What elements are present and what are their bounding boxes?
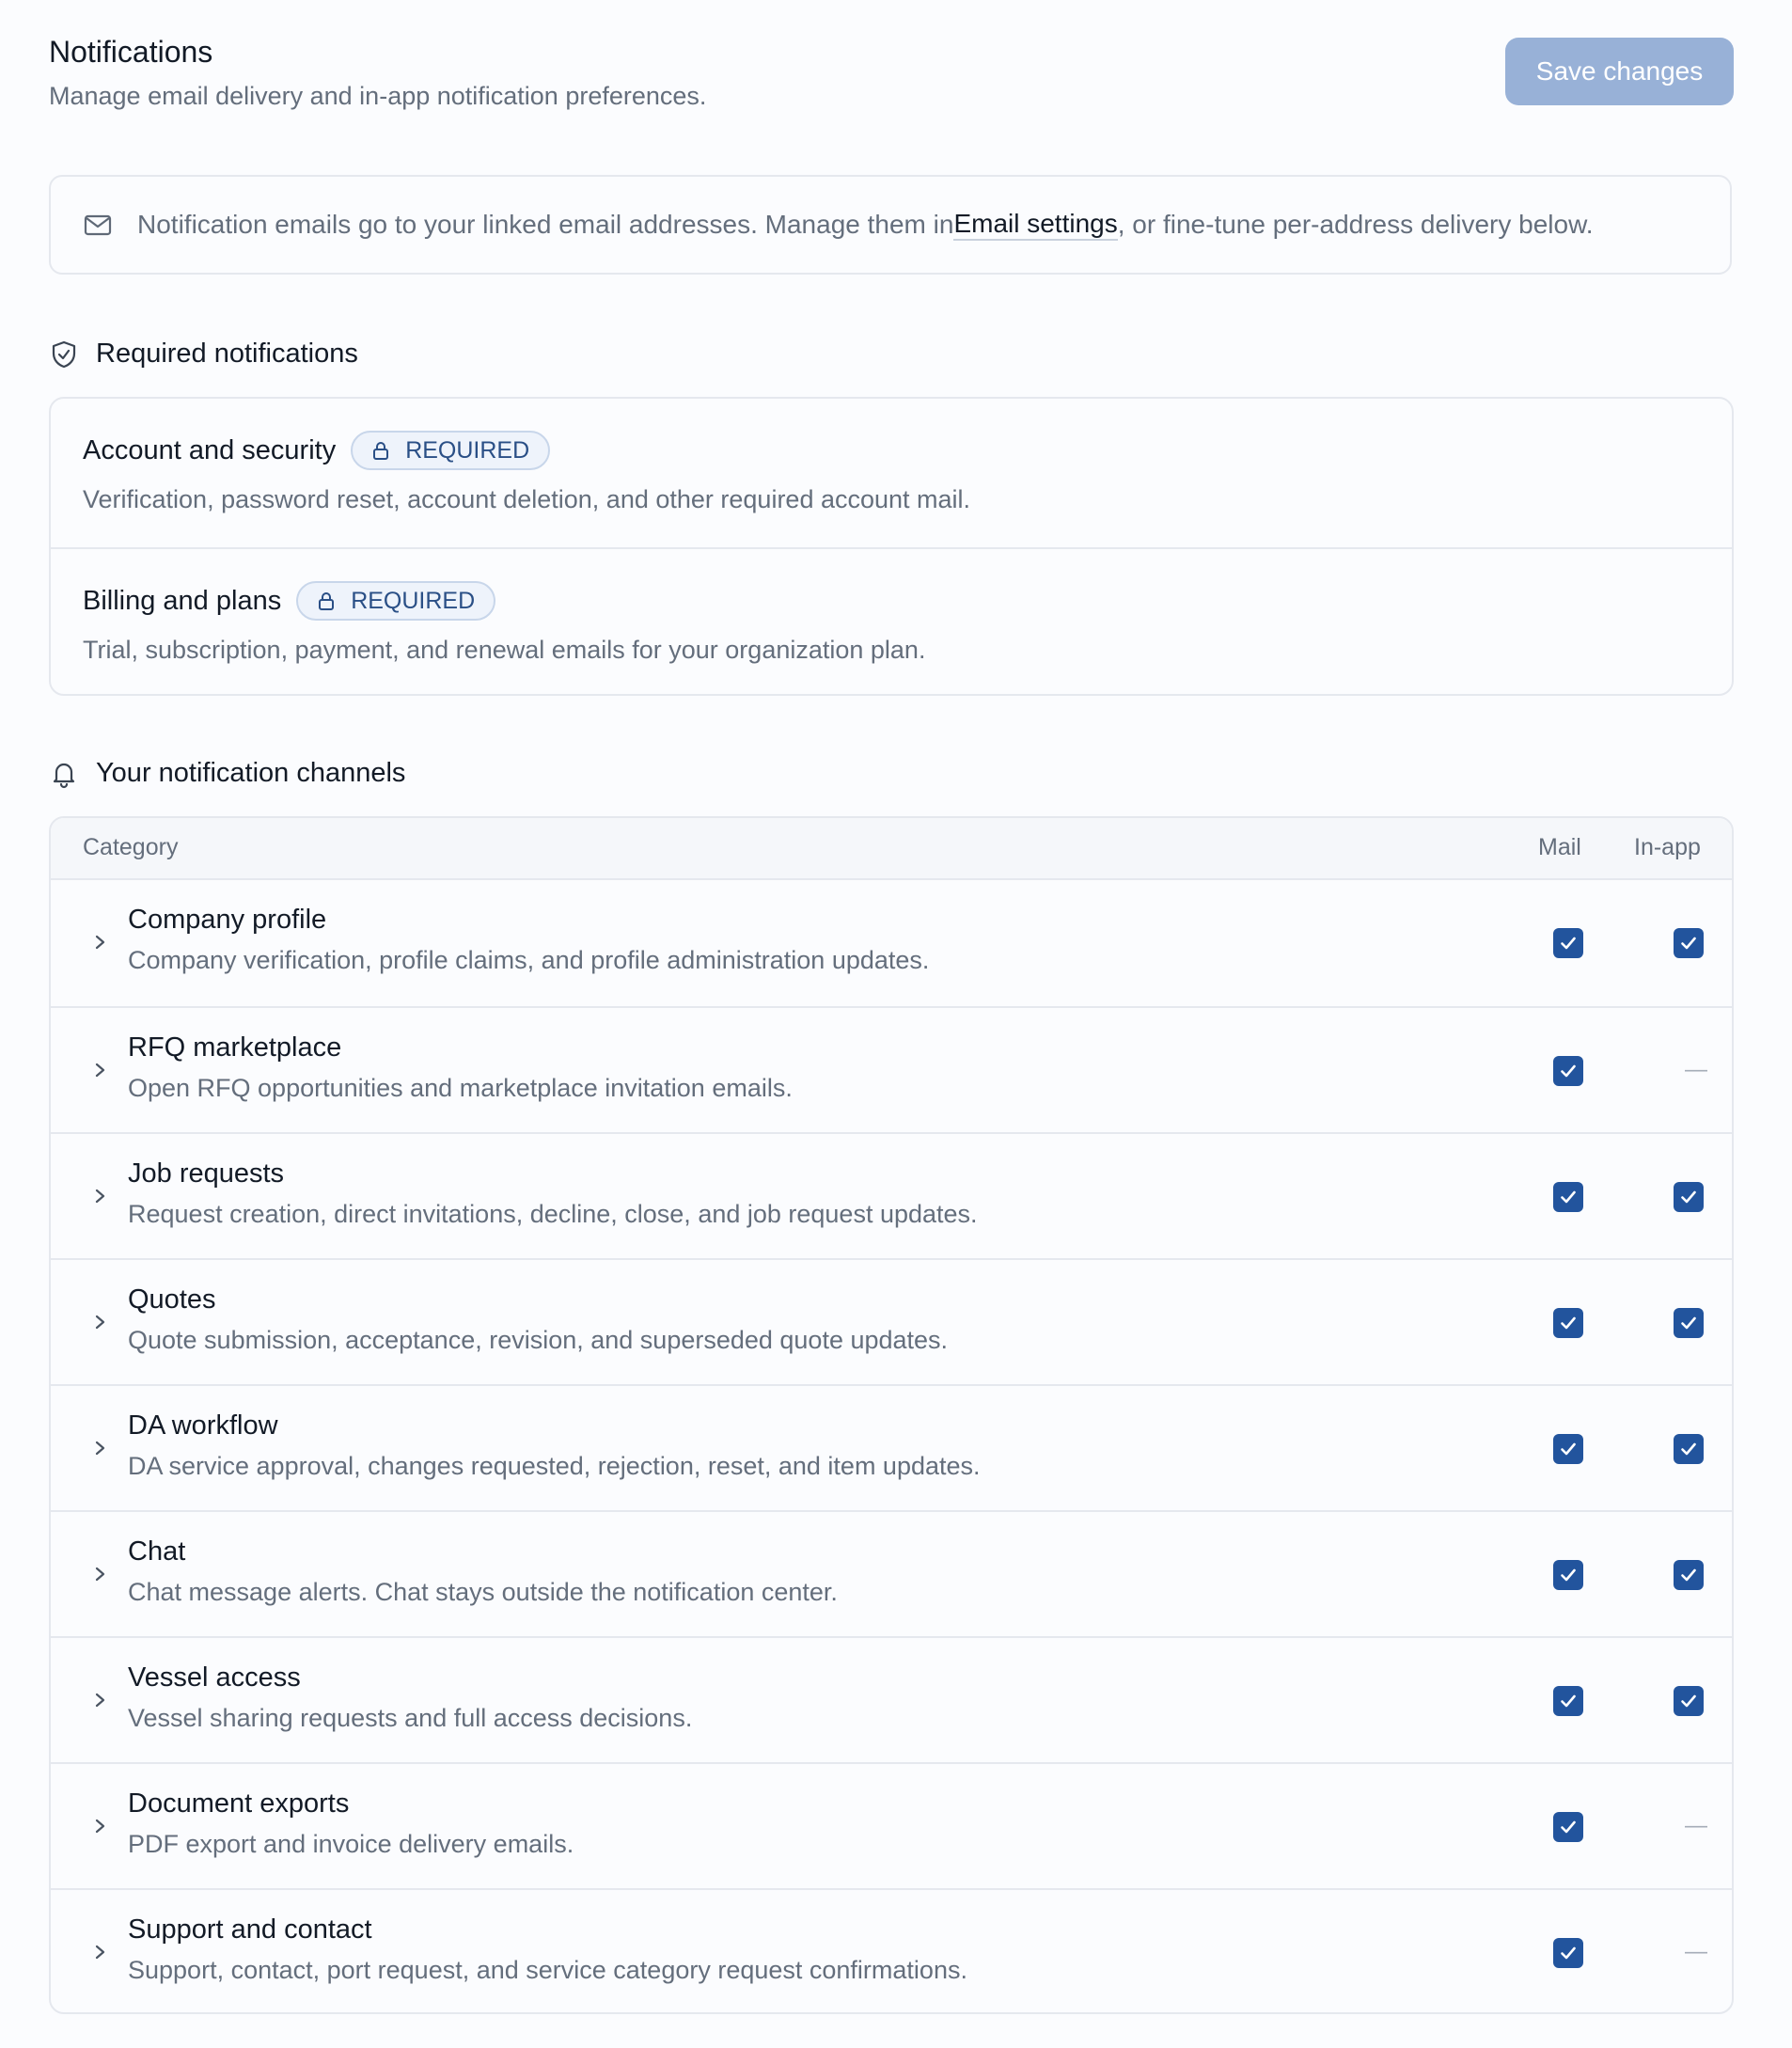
table-row <box>51 1636 1732 1762</box>
column-header-inapp: In-app <box>1634 834 1701 860</box>
chevron-right-icon[interactable] <box>88 1939 111 1965</box>
table-row <box>51 1258 1732 1384</box>
mail-checkbox[interactable] <box>1553 1560 1583 1590</box>
required-section-heading <box>49 339 358 370</box>
channel-rows <box>51 880 1732 2014</box>
column-header-category: Category <box>83 834 179 860</box>
chevron-right-icon[interactable] <box>88 1309 111 1335</box>
required-item-billing-plans <box>51 547 1732 696</box>
channel-name: Quotes <box>128 1284 216 1315</box>
inapp-not-available: — <box>1685 1813 1707 1838</box>
channel-description: PDF export and invoice delivery emails. <box>128 1830 574 1858</box>
channel-name: Chat <box>128 1536 186 1567</box>
required-badge-label: REQUIRED <box>405 436 530 464</box>
mail-checkbox[interactable] <box>1553 1434 1583 1464</box>
inapp-not-available: — <box>1685 1939 1707 1964</box>
table-row <box>51 880 1732 1006</box>
mail-icon <box>83 210 113 240</box>
required-item-account-security <box>51 399 1732 547</box>
table-row <box>51 1132 1732 1258</box>
mail-checkbox[interactable] <box>1553 928 1583 958</box>
table-row <box>51 1384 1732 1510</box>
inapp-checkbox[interactable] <box>1674 1560 1704 1590</box>
channel-description: Company verification, profile claims, and profile administration updates. <box>128 946 930 974</box>
channel-name: Vessel access <box>128 1662 301 1693</box>
channel-description: Request creation, direct invitations, decline, close, and job request updates. <box>128 1200 978 1228</box>
inapp-not-available: — <box>1685 1057 1707 1082</box>
channels-section-heading <box>49 758 405 789</box>
required-badge <box>351 431 550 470</box>
channel-description: DA service approval, changes requested, rejection, reset, and item updates. <box>128 1452 981 1480</box>
channel-description: Quote submission, acceptance, revision, and superseded quote updates. <box>128 1326 949 1354</box>
column-header-mail: Mail <box>1538 834 1581 860</box>
page-header <box>49 32 706 113</box>
required-item-description: Verification, password reset, account deletion, and other required account mail. <box>83 485 971 513</box>
page-title: Notifications <box>49 35 213 69</box>
channel-description: Support, contact, port request, and service category request confirmations. <box>128 1956 967 1984</box>
inapp-checkbox[interactable] <box>1674 1686 1704 1716</box>
channel-description: Vessel sharing requests and full access decisions. <box>128 1704 693 1732</box>
mail-checkbox[interactable] <box>1553 1308 1583 1338</box>
channel-name: Job requests <box>128 1158 285 1189</box>
channel-name: RFQ marketplace <box>128 1032 342 1063</box>
chevron-right-icon[interactable] <box>88 1183 111 1209</box>
channel-description: Open RFQ opportunities and marketplace invitation emails. <box>128 1074 793 1102</box>
chevron-right-icon[interactable] <box>88 929 111 955</box>
chevron-right-icon[interactable] <box>88 1561 111 1587</box>
bell-icon <box>49 759 79 789</box>
inapp-checkbox[interactable] <box>1674 1182 1704 1212</box>
email-settings-link[interactable]: Email settings <box>953 209 1117 241</box>
save-changes-button[interactable]: Save changes <box>1505 38 1734 105</box>
table-row <box>51 1006 1732 1132</box>
mail-checkbox[interactable] <box>1553 1182 1583 1212</box>
channels-heading-label: Your notification channels <box>96 758 406 788</box>
table-row <box>51 1762 1732 1888</box>
shield-check-icon <box>49 339 79 370</box>
mail-checkbox[interactable] <box>1553 1812 1583 1842</box>
required-notifications-card <box>49 397 1734 696</box>
required-item-name: Account and security <box>83 434 337 465</box>
chevron-right-icon[interactable] <box>88 1057 111 1083</box>
inapp-checkbox[interactable] <box>1674 928 1704 958</box>
chevron-right-icon[interactable] <box>88 1435 111 1461</box>
notification-channels-table <box>49 816 1734 2014</box>
channel-name: Support and contact <box>128 1914 372 1945</box>
channel-name: DA workflow <box>128 1410 278 1441</box>
channel-description: Chat message alerts. Chat stays outside the notification center. <box>128 1578 838 1606</box>
lock-icon <box>315 590 338 612</box>
mail-checkbox[interactable] <box>1553 1686 1583 1716</box>
page-subtitle: Manage email delivery and in-app notification preferences. <box>49 82 707 110</box>
banner-text-before: Notification emails go to your linked email addresses. Manage them in <box>137 210 954 239</box>
required-item-description: Trial, subscription, payment, and renewal emails for your organization plan. <box>83 636 926 664</box>
inapp-checkbox[interactable] <box>1674 1308 1704 1338</box>
table-row <box>51 1510 1732 1636</box>
table-header <box>51 818 1732 880</box>
chevron-right-icon[interactable] <box>88 1687 111 1713</box>
inapp-checkbox[interactable] <box>1674 1434 1704 1464</box>
channel-name: Document exports <box>128 1788 350 1819</box>
required-badge-label: REQUIRED <box>351 587 476 614</box>
required-heading-label: Required notifications <box>96 339 358 369</box>
mail-checkbox[interactable] <box>1553 1938 1583 1968</box>
banner-text-after: , or fine-tune per-address delivery below. <box>1117 210 1594 239</box>
email-info-banner <box>49 175 1732 275</box>
lock-icon <box>369 439 392 462</box>
mail-checkbox[interactable] <box>1553 1056 1583 1086</box>
chevron-right-icon[interactable] <box>88 1813 111 1839</box>
channel-name: Company profile <box>128 905 327 935</box>
table-row <box>51 1888 1732 2014</box>
required-badge <box>296 581 495 621</box>
required-item-name: Billing and plans <box>83 585 282 616</box>
